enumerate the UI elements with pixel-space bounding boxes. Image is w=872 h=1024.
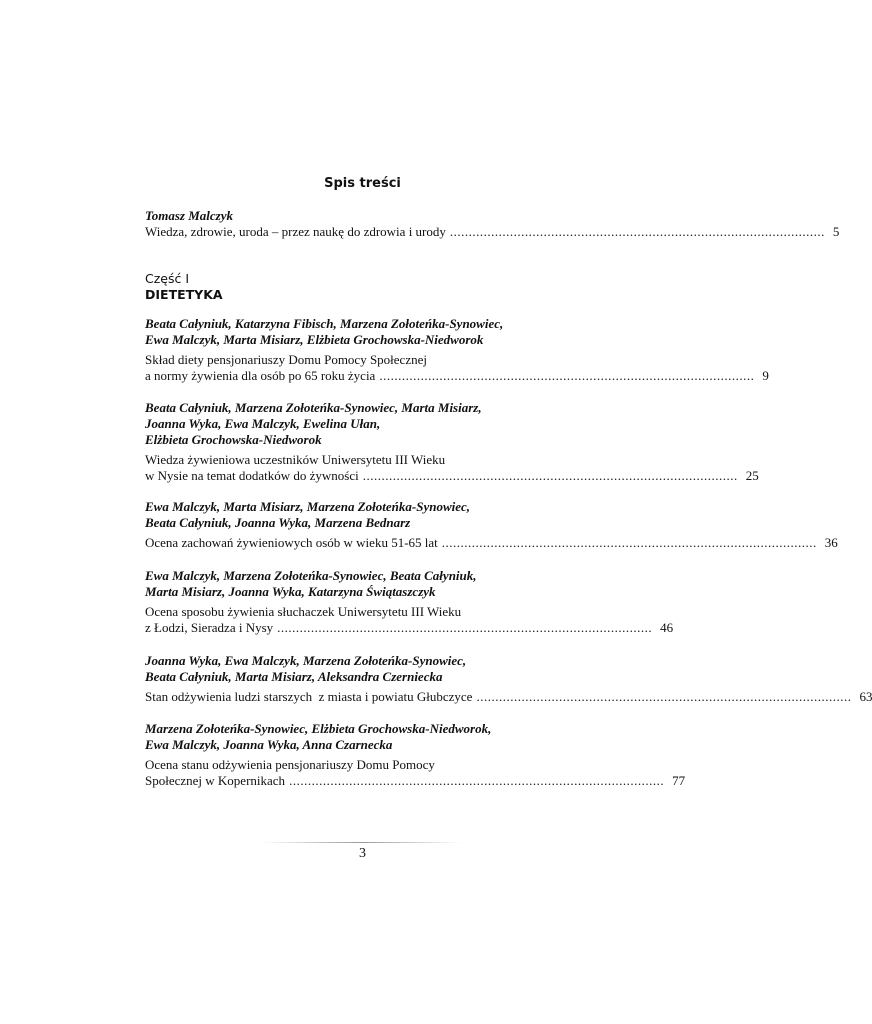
entry-title-line (145, 468, 759, 484)
page-title: Spis treści (324, 176, 401, 191)
entry-title-line (145, 689, 872, 705)
part-name: DIETETYKA (145, 287, 223, 302)
dot-leader: .................................................................................................... (449, 224, 825, 239)
author-line: Marta Misiarz, Joanna Wyka, Katarzyna Świątaszczyk (145, 584, 436, 599)
author-line: Elżbieta Grochowska-Niedworok (145, 432, 322, 447)
entry-authors (145, 400, 573, 448)
entry-title: z Łodzi, Sieradza i Nysy (145, 620, 274, 635)
author-line: Marzena Zołoteńka-Synowiec, Elżbieta Grochowska-Niedworok, (145, 721, 492, 736)
author-line: Joanna Wyka, Ewa Malczyk, Marzena Zołoteńka-Synowiec, (145, 653, 467, 668)
toc-entry (145, 400, 759, 484)
entry-authors (145, 721, 573, 753)
author-line: Beata Całyniuk, Marta Misiarz, Aleksandra Czerniecka (145, 669, 443, 684)
dot-leader: .................................................................................................... (277, 620, 653, 635)
dot-leader: .................................................................................................... (379, 368, 755, 383)
entry-title-line (145, 620, 674, 636)
entry-title-line (145, 224, 840, 240)
entry-title-line (145, 535, 838, 551)
author-line: Ewa Malczyk, Marta Misiarz, Elżbieta Grochowska-Niedworok (145, 332, 484, 347)
entry-title: w Nysie na temat dodatków do żywności (145, 468, 359, 483)
author-line: Ewa Malczyk, Marta Misiarz, Marzena Zołoteńka-Synowiec, (145, 499, 471, 514)
author-line: Joanna Wyka, Ewa Malczyk, Ewelina Ułan, (145, 416, 381, 431)
entry-title: Stan odżywienia ludzi starszych z miasta i powiatu Głubczyce (145, 689, 473, 704)
author-line: Beata Całyniuk, Marzena Zołoteńka-Synowiec, Marta Misiarz, (145, 400, 482, 415)
entry-title-line: Wiedza żywieniowa uczestników Uniwersytetu III Wieku (145, 452, 446, 467)
author-line: Ewa Malczyk, Joanna Wyka, Anna Czarnecka (145, 737, 393, 752)
toc-entry (145, 653, 872, 705)
entry-title: Ocena zachowań żywieniowych osób w wieku 51-65 lat (145, 535, 438, 550)
dot-leader: .................................................................................................... (362, 468, 738, 483)
entry-authors (145, 653, 573, 685)
entry-title-line: Ocena sposobu żywienia słuchaczek Uniwersytetu III Wieku (145, 604, 462, 619)
author-line: Ewa Malczyk, Marzena Zołoteńka-Synowiec, Beata Całyniuk, (145, 568, 477, 583)
toc-entry (145, 316, 769, 384)
entry-page-number: 77 (672, 773, 686, 788)
dot-leader: .................................................................................................... (476, 689, 852, 704)
entry-page-number: 63 (859, 689, 872, 704)
entry-page-number: 25 (745, 468, 759, 483)
entry-title: a normy żywienia dla osób po 65 roku życia (145, 368, 376, 383)
entry-authors: Tomasz Malczyk (145, 208, 233, 223)
entry-page-number: 46 (660, 620, 674, 635)
toc-entry (145, 568, 674, 636)
part-heading (145, 271, 223, 303)
entry-authors (145, 568, 573, 600)
toc-entry (145, 499, 838, 551)
page-number: 3 (359, 846, 366, 861)
dot-leader: .................................................................................................... (289, 773, 665, 788)
entry-page-number: 5 (832, 224, 840, 239)
author-line: Beata Całyniuk, Joanna Wyka, Marzena Bednarz (145, 515, 411, 530)
part-number: Część I (145, 271, 190, 286)
entry-title-line (145, 368, 769, 384)
entry-title-line: Ocena stanu odżywienia pensjonariuszy Domu Pomocy (145, 757, 435, 772)
entry-authors (145, 316, 573, 348)
entry-authors (145, 499, 573, 531)
entry-page-number: 36 (824, 535, 838, 550)
footer-divider (262, 842, 462, 843)
entry-title: Społecznej w Kopernikach (145, 773, 286, 788)
toc-entry-intro (145, 208, 840, 240)
toc-entry (145, 721, 686, 789)
author-line: Beata Całyniuk, Katarzyna Fibisch, Marzena Zołoteńka-Synowiec, (145, 316, 504, 331)
entry-title: Wiedza, zdrowie, uroda – przez naukę do zdrowia i urody (145, 224, 446, 239)
entry-title-line (145, 773, 686, 789)
entry-page-number: 9 (762, 368, 769, 383)
dot-leader: .................................................................................................... (441, 535, 817, 550)
entry-title-line: Skład diety pensjonariuszy Domu Pomocy Społecznej (145, 352, 427, 367)
